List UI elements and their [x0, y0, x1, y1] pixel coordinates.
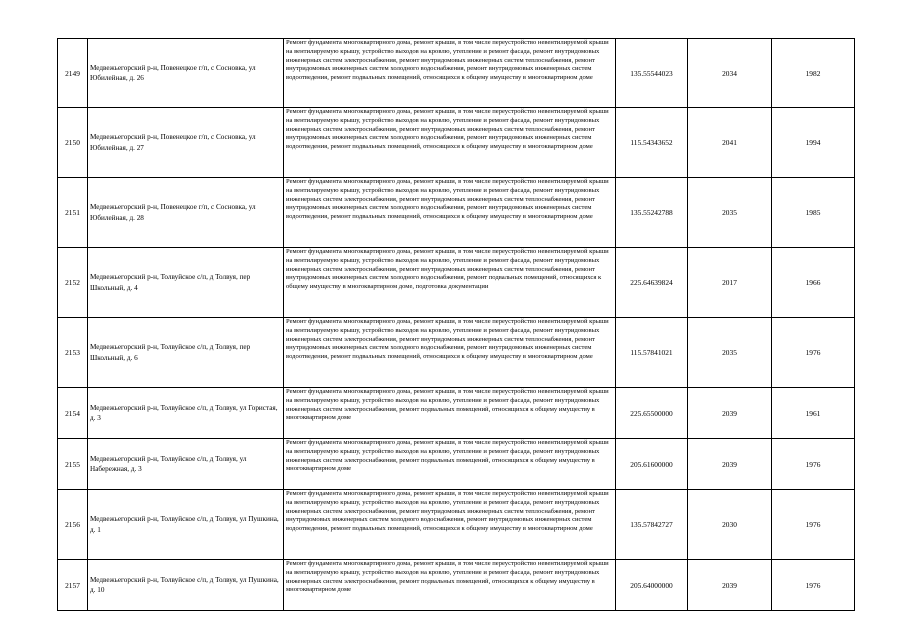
row-number: 2157	[58, 560, 88, 611]
planned-year-cell: 2030	[688, 490, 772, 560]
row-number: 2156	[58, 490, 88, 560]
table-row	[58, 439, 855, 490]
area-cell: 205.64000000	[616, 560, 688, 611]
planned-year-cell: 2035	[688, 318, 772, 388]
address-cell: Медвежьегорский р-н, Толвуйское с/п, д Толвуя, ул Гористая, д. 3	[88, 388, 284, 439]
build-year-cell: 1961	[772, 388, 855, 439]
planned-year-cell: 2039	[688, 439, 772, 490]
address-cell: Медвежьегорский р-н, Толвуйское с/п, д Толвуя, ул Пушкина, д. 10	[88, 560, 284, 611]
address-cell: Медвежьегорский р-н, Повенецкое г/п, с Сосновка, ул Юбилейная, д. 28	[88, 178, 284, 248]
table-row	[58, 178, 855, 248]
area-cell: 135.57842727	[616, 490, 688, 560]
capital-repair-table	[57, 38, 855, 611]
build-year-cell: 1985	[772, 178, 855, 248]
planned-year-cell: 2017	[688, 248, 772, 318]
table-row	[58, 39, 855, 108]
table-row	[58, 490, 855, 560]
planned-year-cell: 2034	[688, 39, 772, 108]
works-cell: Ремонт фундамента многоквартирного дома, ремонт крыши, в том числе переустройство невентилируемой крыши на вентилируемую крышу, устройство выходов на кровлю, утепление и ремонт фасада, ремонт внутридомовых инженерных систем электроснабжения, ремонт внутридомовых инженерных систем теплоснабжения, ремонт внутридомовых инженерных систем холодного водоснабжения, ремонт внутридомовых инженерных систем водоотведения, ремонт подвальных помещений, относящихся к общему имуществу в многоквартирном доме	[284, 108, 616, 178]
row-number: 2153	[58, 318, 88, 388]
table-row	[58, 248, 855, 318]
planned-year-cell: 2035	[688, 178, 772, 248]
row-number: 2150	[58, 108, 88, 178]
address-cell: Медвежьегорский р-н, Толвуйское с/п, д Толвуя, ул Пушкина, д. 1	[88, 490, 284, 560]
works-cell: Ремонт фундамента многоквартирного дома, ремонт крыши, в том числе переустройство невентилируемой крыши на вентилируемую крышу, устройство выходов на кровлю, утепление и ремонт фасада, ремонт внутридомовых инженерных систем электроснабжения, ремонт подвальных помещений, относящихся к общему имуществу в многоквартирном доме	[284, 388, 616, 439]
area-cell: 205.61600000	[616, 439, 688, 490]
row-number: 2154	[58, 388, 88, 439]
table-row	[58, 560, 855, 611]
row-number: 2149	[58, 39, 88, 108]
works-cell: Ремонт фундамента многоквартирного дома, ремонт крыши, в том числе переустройство невентилируемой крыши на вентилируемую крышу, устройство выходов на кровлю, утепление и ремонт фасада, ремонт внутридомовых инженерных систем электроснабжения, ремонт внутридомовых инженерных систем теплоснабжения, ремонт внутридомовых инженерных систем холодного водоснабжения, ремонт подвальных помещений, относящихся к общему имуществу в многоквартирном доме, подготовка документации	[284, 248, 616, 318]
works-cell: Ремонт фундамента многоквартирного дома, ремонт крыши, в том числе переустройство невентилируемой крыши на вентилируемую крышу, устройство выходов на кровлю, утепление и ремонт фасада, ремонт внутридомовых инженерных систем электроснабжения, ремонт подвальных помещений, относящихся к общему имуществу в многоквартирном доме	[284, 560, 616, 611]
area-cell: 115.54343652	[616, 108, 688, 178]
area-cell: 225.64639824	[616, 248, 688, 318]
planned-year-cell: 2039	[688, 560, 772, 611]
build-year-cell: 1976	[772, 560, 855, 611]
planned-year-cell: 2039	[688, 388, 772, 439]
works-cell: Ремонт фундамента многоквартирного дома, ремонт крыши, в том числе переустройство невентилируемой крыши на вентилируемую крышу, устройство выходов на кровлю, утепление и ремонт фасада, ремонт внутридомовых инженерных систем электроснабжения, ремонт внутридомовых инженерных систем теплоснабжения, ремонт внутридомовых инженерных систем холодного водоснабжения, ремонт внутридомовых инженерных систем водоотведения, ремонт подвальных помещений, относящихся к общему имуществу в многоквартирном доме	[284, 39, 616, 108]
address-cell: Медвежьегорский р-н, Толвуйское с/п, д Толвуя, пер Школьный, д. 4	[88, 248, 284, 318]
works-cell: Ремонт фундамента многоквартирного дома, ремонт крыши, в том числе переустройство невентилируемой крыши на вентилируемую крышу, устройство выходов на кровлю, утепление и ремонт фасада, ремонт внутридомовых инженерных систем электроснабжения, ремонт подвальных помещений, относящихся к общему имуществу в многоквартирном доме	[284, 439, 616, 490]
row-number: 2152	[58, 248, 88, 318]
row-number: 2151	[58, 178, 88, 248]
build-year-cell: 1976	[772, 490, 855, 560]
area-cell: 135.55544023	[616, 39, 688, 108]
address-cell: Медвежьегорский р-н, Толвуйское с/п, д Толвуя, ул Набережная, д. 3	[88, 439, 284, 490]
build-year-cell: 1982	[772, 39, 855, 108]
area-cell: 225.65500000	[616, 388, 688, 439]
area-cell: 135.55242788	[616, 178, 688, 248]
area-cell: 115.57841021	[616, 318, 688, 388]
address-cell: Медвежьегорский р-н, Повенецкое г/п, с Сосновка, ул Юбилейная, д. 27	[88, 108, 284, 178]
build-year-cell: 1994	[772, 108, 855, 178]
works-cell: Ремонт фундамента многоквартирного дома, ремонт крыши, в том числе переустройство невентилируемой крыши на вентилируемую крышу, устройство выходов на кровлю, утепление и ремонт фасада, ремонт внутридомовых инженерных систем электроснабжения, ремонт внутридомовых инженерных систем теплоснабжения, ремонт внутридомовых инженерных систем холодного водоснабжения, ремонт внутридомовых инженерных систем водоотведения, ремонт подвальных помещений, относящихся к общему имуществу в многоквартирном доме	[284, 318, 616, 388]
build-year-cell: 1976	[772, 439, 855, 490]
planned-year-cell: 2041	[688, 108, 772, 178]
address-cell: Медвежьегорский р-н, Повенецкое г/п, с Сосновка, ул Юбилейная, д. 26	[88, 39, 284, 108]
works-cell: Ремонт фундамента многоквартирного дома, ремонт крыши, в том числе переустройство невентилируемой крыши на вентилируемую крышу, устройство выходов на кровлю, утепление и ремонт фасада, ремонт внутридомовых инженерных систем электроснабжения, ремонт внутридомовых инженерных систем теплоснабжения, ремонт внутридомовых инженерных систем холодного водоснабжения, ремонт внутридомовых инженерных систем водоотведения, ремонт подвальных помещений, относящихся к общему имуществу в многоквартирном доме	[284, 490, 616, 560]
row-number: 2155	[58, 439, 88, 490]
table-row	[58, 108, 855, 178]
table-row	[58, 318, 855, 388]
address-cell: Медвежьегорский р-н, Толвуйское с/п, д Толвуя, пер Школьный, д. 6	[88, 318, 284, 388]
table-row	[58, 388, 855, 439]
build-year-cell: 1976	[772, 318, 855, 388]
works-cell: Ремонт фундамента многоквартирного дома, ремонт крыши, в том числе переустройство невентилируемой крыши на вентилируемую крышу, устройство выходов на кровлю, утепление и ремонт фасада, ремонт внутридомовых инженерных систем электроснабжения, ремонт внутридомовых инженерных систем теплоснабжения, ремонт внутридомовых инженерных систем холодного водоснабжения, ремонт внутридомовых инженерных систем водоотведения, ремонт подвальных помещений, относящихся к общему имуществу в многоквартирном доме	[284, 178, 616, 248]
build-year-cell: 1966	[772, 248, 855, 318]
